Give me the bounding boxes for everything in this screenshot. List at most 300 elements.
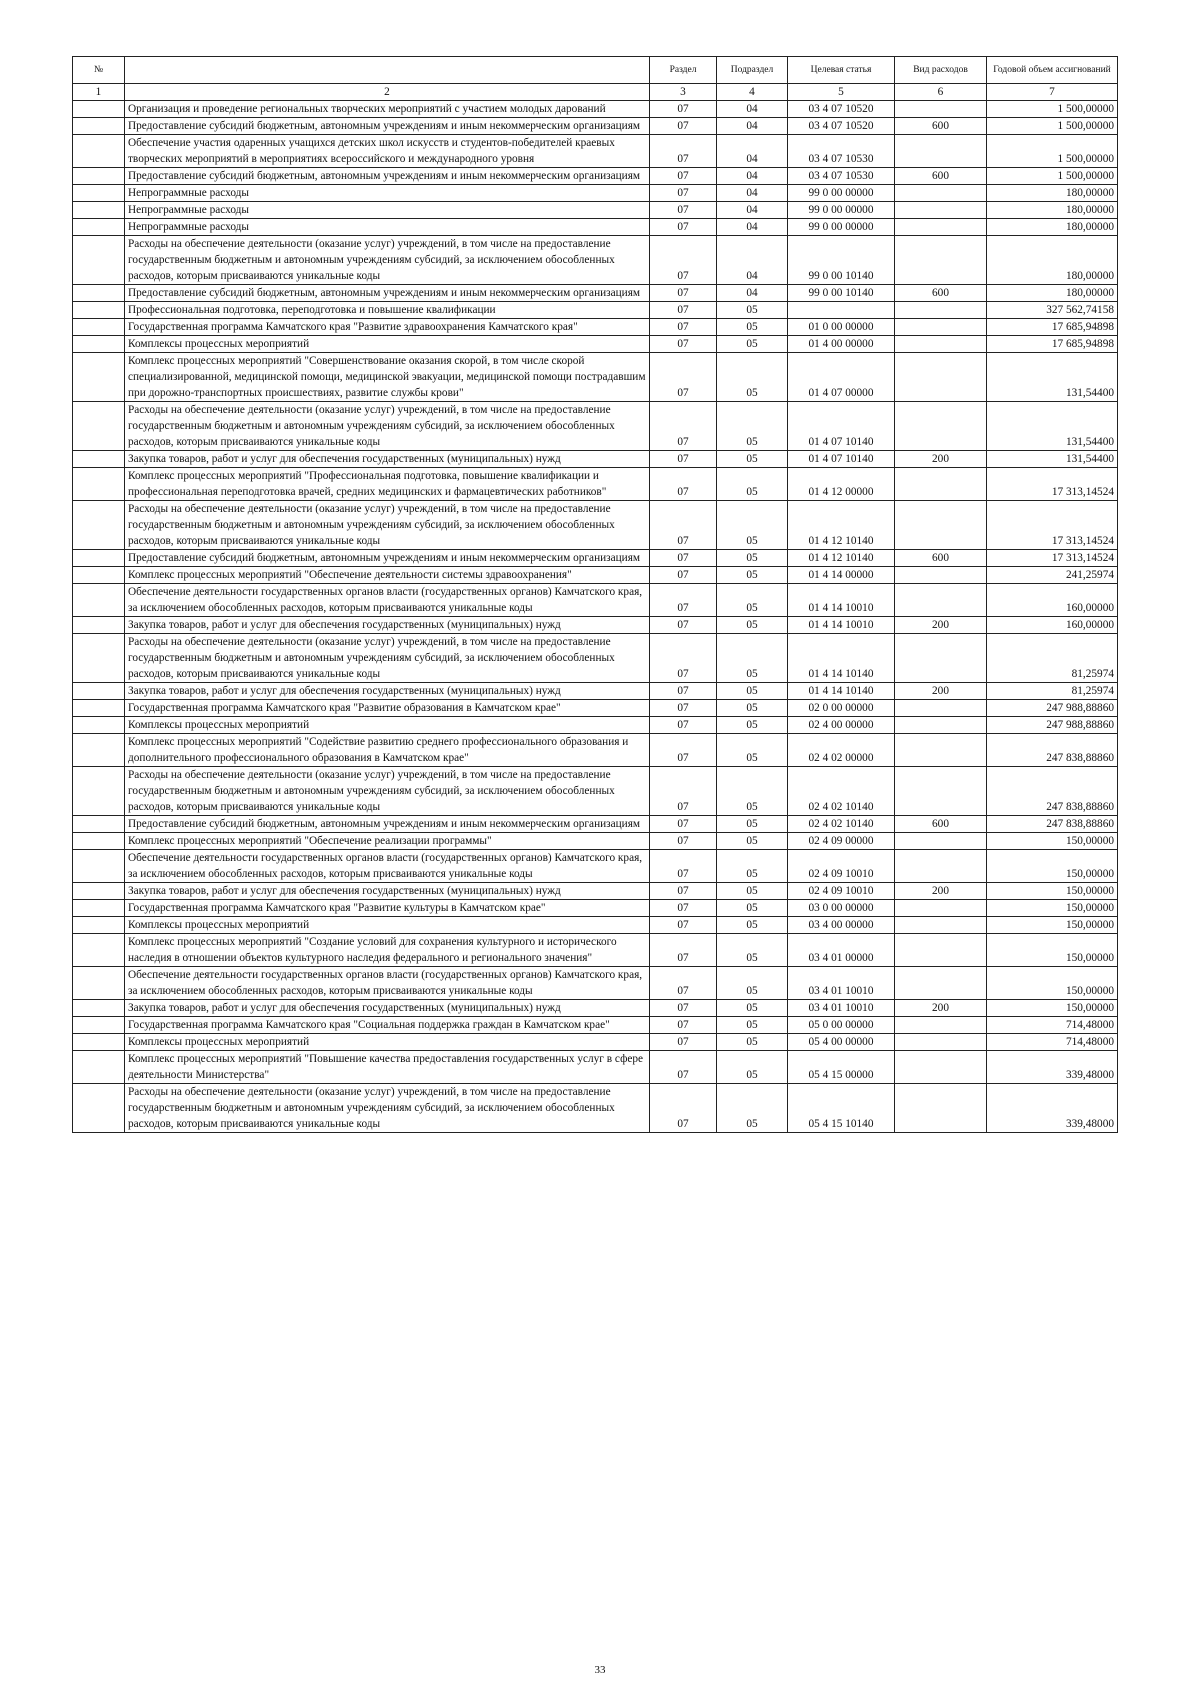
row-number-cell	[73, 734, 125, 767]
row-podrazdel-cell: 04	[717, 168, 788, 185]
row-number-cell	[73, 934, 125, 967]
table-row	[73, 883, 1118, 900]
row-expense-type-cell: 200	[895, 1000, 987, 1017]
row-number-cell	[73, 1017, 125, 1034]
column-number: 5	[788, 84, 895, 101]
row-expense-type-cell	[895, 584, 987, 617]
row-podrazdel-cell: 05	[717, 336, 788, 353]
row-razdel-cell: 07	[650, 816, 717, 833]
row-number-cell	[73, 717, 125, 734]
table-row	[73, 717, 1118, 734]
row-name-cell: Расходы на обеспечение деятельности (оказание услуг) учреждений, в том числе на предоставление государственным бюджетным и автономным учреждениям субсидий, за исключением обособленных расходов, которым присваиваются уникальные коды	[125, 634, 650, 683]
row-number-cell	[73, 883, 125, 900]
row-podrazdel-cell: 05	[717, 850, 788, 883]
row-name-cell: Закупка товаров, работ и услуг для обеспечения государственных (муниципальных) нужд	[125, 1000, 650, 1017]
row-expense-type-cell	[895, 1034, 987, 1051]
row-podrazdel-cell: 05	[717, 353, 788, 402]
row-razdel-cell: 07	[650, 683, 717, 700]
row-number-cell	[73, 700, 125, 717]
row-number-cell	[73, 1000, 125, 1017]
row-expense-type-cell	[895, 850, 987, 883]
row-razdel-cell: 07	[650, 353, 717, 402]
row-razdel-cell: 07	[650, 634, 717, 683]
row-razdel-cell: 07	[650, 717, 717, 734]
table-row	[73, 302, 1118, 319]
table-row	[73, 402, 1118, 451]
table-row	[73, 567, 1118, 584]
row-target-article-cell: 01 4 12 10140	[788, 501, 895, 550]
table-row	[73, 550, 1118, 567]
row-podrazdel-cell: 04	[717, 101, 788, 118]
row-podrazdel-cell: 05	[717, 1084, 788, 1133]
row-number-cell	[73, 302, 125, 319]
row-target-article-cell: 03 4 00 00000	[788, 917, 895, 934]
row-amount-cell: 180,00000	[987, 285, 1118, 302]
row-target-article-cell: 05 4 00 00000	[788, 1034, 895, 1051]
row-amount-cell: 17 685,94898	[987, 319, 1118, 336]
row-target-article-cell: 05 4 15 10140	[788, 1084, 895, 1133]
row-expense-type-cell: 600	[895, 816, 987, 833]
row-name-cell: Обеспечение деятельности государственных органов власти (государственных органов) Камчатского края, за исключением обособленных расходов, которым присваиваются уникальные коды	[125, 850, 650, 883]
row-number-cell	[73, 202, 125, 219]
row-amount-cell: 714,48000	[987, 1034, 1118, 1051]
row-target-article-cell: 01 4 00 00000	[788, 336, 895, 353]
row-name-cell: Расходы на обеспечение деятельности (оказание услуг) учреждений, в том числе на предоставление государственным бюджетным и автономным учреждениям субсидий, за исключением обособленных расходов, которым присваиваются уникальные коды	[125, 1084, 650, 1133]
row-razdel-cell: 07	[650, 168, 717, 185]
table-row	[73, 353, 1118, 402]
row-podrazdel-cell: 05	[717, 734, 788, 767]
row-expense-type-cell: 200	[895, 683, 987, 700]
row-amount-cell: 131,54400	[987, 402, 1118, 451]
table-row	[73, 168, 1118, 185]
header-name	[125, 57, 650, 84]
row-target-article-cell	[788, 302, 895, 319]
row-number-cell	[73, 501, 125, 550]
row-name-cell: Непрограммные расходы	[125, 219, 650, 236]
row-amount-cell: 180,00000	[987, 236, 1118, 285]
row-name-cell: Комплексы процессных мероприятий	[125, 917, 650, 934]
row-razdel-cell: 07	[650, 285, 717, 302]
row-number-cell	[73, 1051, 125, 1084]
row-name-cell: Государственная программа Камчатского края "Развитие здравоохранения Камчатского края"	[125, 319, 650, 336]
row-name-cell: Предоставление субсидий бюджетным, автономным учреждениям и иным некоммерческим организациям	[125, 550, 650, 567]
row-name-cell: Расходы на обеспечение деятельности (оказание услуг) учреждений, в том числе на предоставление государственным бюджетным и автономным учреждениям субсидий, за исключением обособленных расходов, которым присваиваются уникальные коды	[125, 236, 650, 285]
row-number-cell	[73, 451, 125, 468]
row-podrazdel-cell: 04	[717, 185, 788, 202]
row-number-cell	[73, 353, 125, 402]
row-expense-type-cell: 200	[895, 451, 987, 468]
row-razdel-cell: 07	[650, 202, 717, 219]
row-target-article-cell: 02 4 09 10010	[788, 850, 895, 883]
row-podrazdel-cell: 05	[717, 683, 788, 700]
row-target-article-cell: 01 4 14 10140	[788, 634, 895, 683]
row-podrazdel-cell: 05	[717, 900, 788, 917]
row-razdel-cell: 07	[650, 302, 717, 319]
row-razdel-cell: 07	[650, 833, 717, 850]
table-row	[73, 101, 1118, 118]
row-razdel-cell: 07	[650, 883, 717, 900]
row-amount-cell: 81,25974	[987, 683, 1118, 700]
row-razdel-cell: 07	[650, 185, 717, 202]
row-target-article-cell: 02 4 09 00000	[788, 833, 895, 850]
row-amount-cell: 247 838,88860	[987, 767, 1118, 816]
row-razdel-cell: 07	[650, 219, 717, 236]
row-number-cell	[73, 118, 125, 135]
row-number-cell	[73, 767, 125, 816]
row-podrazdel-cell: 05	[717, 584, 788, 617]
table-row	[73, 336, 1118, 353]
table-row	[73, 219, 1118, 236]
row-amount-cell: 1 500,00000	[987, 135, 1118, 168]
row-expense-type-cell	[895, 236, 987, 285]
row-name-cell: Обеспечение деятельности государственных органов власти (государственных органов) Камчатского края, за исключением обособленных расходов, которым присваиваются уникальные коды	[125, 967, 650, 1000]
row-name-cell: Предоставление субсидий бюджетным, автономным учреждениям и иным некоммерческим организациям	[125, 816, 650, 833]
table-row	[73, 319, 1118, 336]
row-amount-cell: 17 313,14524	[987, 501, 1118, 550]
table-body	[73, 101, 1118, 1133]
row-number-cell	[73, 634, 125, 683]
row-number-cell	[73, 967, 125, 1000]
row-expense-type-cell	[895, 468, 987, 501]
row-expense-type-cell: 200	[895, 883, 987, 900]
row-name-cell: Закупка товаров, работ и услуг для обеспечения государственных (муниципальных) нужд	[125, 683, 650, 700]
row-podrazdel-cell: 05	[717, 451, 788, 468]
row-number-cell	[73, 336, 125, 353]
table-row	[73, 634, 1118, 683]
row-target-article-cell: 03 4 01 10010	[788, 1000, 895, 1017]
row-name-cell: Расходы на обеспечение деятельности (оказание услуг) учреждений, в том числе на предоставление государственным бюджетным и автономным учреждениям субсидий, за исключением обособленных расходов, которым присваиваются уникальные коды	[125, 767, 650, 816]
row-name-cell: Комплексы процессных мероприятий	[125, 336, 650, 353]
row-podrazdel-cell: 04	[717, 202, 788, 219]
table-row	[73, 967, 1118, 1000]
row-name-cell: Профессиональная подготовка, переподготовка и повышение квалификации	[125, 302, 650, 319]
budget-table	[72, 56, 1118, 1133]
row-razdel-cell: 07	[650, 402, 717, 451]
row-podrazdel-cell: 05	[717, 934, 788, 967]
row-number-cell	[73, 101, 125, 118]
row-name-cell: Государственная программа Камчатского края "Развитие культуры в Камчатском крае"	[125, 900, 650, 917]
row-target-article-cell: 03 4 01 10010	[788, 967, 895, 1000]
row-name-cell: Организация и проведение региональных творческих мероприятий с участием молодых дарований	[125, 101, 650, 118]
table-row	[73, 1034, 1118, 1051]
row-number-cell	[73, 319, 125, 336]
row-number-cell	[73, 617, 125, 634]
table-row	[73, 1084, 1118, 1133]
row-amount-cell: 150,00000	[987, 900, 1118, 917]
table-row	[73, 135, 1118, 168]
row-target-article-cell: 99 0 00 10140	[788, 285, 895, 302]
row-number-cell	[73, 683, 125, 700]
row-target-article-cell: 99 0 00 00000	[788, 185, 895, 202]
row-amount-cell: 150,00000	[987, 917, 1118, 934]
row-amount-cell: 81,25974	[987, 634, 1118, 683]
row-number-cell	[73, 135, 125, 168]
row-razdel-cell: 07	[650, 1084, 717, 1133]
row-amount-cell: 241,25974	[987, 567, 1118, 584]
row-expense-type-cell	[895, 967, 987, 1000]
row-podrazdel-cell: 05	[717, 967, 788, 1000]
row-podrazdel-cell: 05	[717, 1017, 788, 1034]
column-number: 2	[125, 84, 650, 101]
table-row	[73, 900, 1118, 917]
row-amount-cell: 131,54400	[987, 451, 1118, 468]
row-target-article-cell: 03 4 07 10520	[788, 118, 895, 135]
column-number: 6	[895, 84, 987, 101]
row-name-cell: Расходы на обеспечение деятельности (оказание услуг) учреждений, в том числе на предоставление государственным бюджетным и автономным учреждениям субсидий, за исключением обособленных расходов, которым присваиваются уникальные коды	[125, 501, 650, 550]
row-number-cell	[73, 468, 125, 501]
row-podrazdel-cell: 05	[717, 816, 788, 833]
row-number-cell	[73, 550, 125, 567]
row-amount-cell: 1 500,00000	[987, 118, 1118, 135]
row-expense-type-cell: 200	[895, 617, 987, 634]
row-name-cell: Предоставление субсидий бюджетным, автономным учреждениям и иным некоммерческим организациям	[125, 168, 650, 185]
row-amount-cell: 180,00000	[987, 185, 1118, 202]
table-row	[73, 934, 1118, 967]
row-razdel-cell: 07	[650, 468, 717, 501]
column-number: 7	[987, 84, 1118, 101]
table-row	[73, 850, 1118, 883]
row-target-article-cell: 02 4 09 10010	[788, 883, 895, 900]
row-expense-type-cell	[895, 501, 987, 550]
row-expense-type-cell	[895, 101, 987, 118]
row-number-cell	[73, 850, 125, 883]
row-amount-cell: 131,54400	[987, 353, 1118, 402]
row-podrazdel-cell: 04	[717, 236, 788, 285]
row-expense-type-cell	[895, 1084, 987, 1133]
row-name-cell: Закупка товаров, работ и услуг для обеспечения государственных (муниципальных) нужд	[125, 617, 650, 634]
row-target-article-cell: 02 0 00 00000	[788, 700, 895, 717]
row-number-cell	[73, 285, 125, 302]
row-razdel-cell: 07	[650, 319, 717, 336]
row-name-cell: Государственная программа Камчатского края "Развитие образования в Камчатском крае"	[125, 700, 650, 717]
row-name-cell: Государственная программа Камчатского края "Социальная поддержка граждан в Камчатском крае"	[125, 1017, 650, 1034]
row-amount-cell: 247 838,88860	[987, 734, 1118, 767]
table-row	[73, 700, 1118, 717]
row-name-cell: Комплекс процессных мероприятий "Профессиональная подготовка, повышение квалификации и профессиональная переподготовка врачей, средних медицинских и фармацевтических работников"	[125, 468, 650, 501]
row-podrazdel-cell: 05	[717, 634, 788, 683]
row-podrazdel-cell: 05	[717, 617, 788, 634]
row-target-article-cell: 02 4 02 00000	[788, 734, 895, 767]
row-target-article-cell: 03 4 07 10520	[788, 101, 895, 118]
table-row	[73, 767, 1118, 816]
row-razdel-cell: 07	[650, 1034, 717, 1051]
row-amount-cell: 17 313,14524	[987, 550, 1118, 567]
row-number-cell	[73, 917, 125, 934]
row-podrazdel-cell: 05	[717, 767, 788, 816]
row-expense-type-cell	[895, 1017, 987, 1034]
header-expense-type: Вид расходов	[895, 57, 987, 84]
row-podrazdel-cell: 05	[717, 917, 788, 934]
row-amount-cell: 247 988,88860	[987, 717, 1118, 734]
row-expense-type-cell	[895, 767, 987, 816]
row-podrazdel-cell: 05	[717, 402, 788, 451]
row-number-cell	[73, 185, 125, 202]
table-row	[73, 734, 1118, 767]
column-number-row	[73, 84, 1118, 101]
row-amount-cell: 150,00000	[987, 934, 1118, 967]
row-razdel-cell: 07	[650, 617, 717, 634]
row-expense-type-cell	[895, 185, 987, 202]
table-row	[73, 236, 1118, 285]
table-row	[73, 501, 1118, 550]
row-podrazdel-cell: 05	[717, 302, 788, 319]
row-name-cell: Обеспечение участия одаренных учащихся детских школ искусств и студентов-победителей краевых творческих мероприятий в мероприятиях всероссийского и международного уровня	[125, 135, 650, 168]
header-row	[73, 57, 1118, 84]
row-razdel-cell: 07	[650, 118, 717, 135]
page-number: 33	[594, 1664, 606, 1676]
table-row	[73, 1000, 1118, 1017]
row-expense-type-cell	[895, 700, 987, 717]
row-expense-type-cell	[895, 353, 987, 402]
row-razdel-cell: 07	[650, 967, 717, 1000]
row-number-cell	[73, 567, 125, 584]
header-annual-amount: Годовой объем ассигнований	[987, 57, 1118, 84]
table-row	[73, 118, 1118, 135]
row-target-article-cell: 01 4 14 00000	[788, 567, 895, 584]
row-target-article-cell: 03 4 07 10530	[788, 135, 895, 168]
header-number: №	[73, 57, 125, 84]
row-amount-cell: 327 562,74158	[987, 302, 1118, 319]
row-name-cell: Комплексы процессных мероприятий	[125, 717, 650, 734]
row-podrazdel-cell: 04	[717, 285, 788, 302]
row-name-cell: Предоставление субсидий бюджетным, автономным учреждениям и иным некоммерческим организациям	[125, 118, 650, 135]
row-target-article-cell: 01 4 12 00000	[788, 468, 895, 501]
row-target-article-cell: 02 4 02 10140	[788, 767, 895, 816]
column-number: 1	[73, 84, 125, 101]
row-name-cell: Предоставление субсидий бюджетным, автономным учреждениям и иным некоммерческим организациям	[125, 285, 650, 302]
table-row	[73, 1017, 1118, 1034]
row-expense-type-cell: 600	[895, 118, 987, 135]
table-row	[73, 1051, 1118, 1084]
row-expense-type-cell: 600	[895, 550, 987, 567]
row-podrazdel-cell: 05	[717, 833, 788, 850]
row-target-article-cell: 05 4 15 00000	[788, 1051, 895, 1084]
row-razdel-cell: 07	[650, 584, 717, 617]
row-razdel-cell: 07	[650, 336, 717, 353]
row-razdel-cell: 07	[650, 1000, 717, 1017]
header-razdel: Раздел	[650, 57, 717, 84]
row-podrazdel-cell: 05	[717, 501, 788, 550]
row-amount-cell: 339,48000	[987, 1084, 1118, 1133]
row-razdel-cell: 07	[650, 767, 717, 816]
header-podrazdel: Подраздел	[717, 57, 788, 84]
row-podrazdel-cell: 05	[717, 319, 788, 336]
table-row	[73, 285, 1118, 302]
row-amount-cell: 150,00000	[987, 850, 1118, 883]
table-row	[73, 451, 1118, 468]
row-amount-cell: 150,00000	[987, 883, 1118, 900]
row-razdel-cell: 07	[650, 900, 717, 917]
row-razdel-cell: 07	[650, 135, 717, 168]
row-expense-type-cell	[895, 336, 987, 353]
row-target-article-cell: 99 0 00 10140	[788, 236, 895, 285]
row-name-cell: Комплексы процессных мероприятий	[125, 1034, 650, 1051]
row-target-article-cell: 03 4 07 10530	[788, 168, 895, 185]
table-row	[73, 185, 1118, 202]
row-amount-cell: 180,00000	[987, 202, 1118, 219]
row-expense-type-cell	[895, 917, 987, 934]
row-expense-type-cell	[895, 900, 987, 917]
row-expense-type-cell	[895, 833, 987, 850]
row-razdel-cell: 07	[650, 550, 717, 567]
column-number: 3	[650, 84, 717, 101]
row-target-article-cell: 03 0 00 00000	[788, 900, 895, 917]
row-target-article-cell: 01 4 14 10140	[788, 683, 895, 700]
row-name-cell: Комплекс процессных мероприятий "Совершенствование оказания скорой, в том числе скорой специализированной, медицинской помощи, медицинской эвакуации, медицинской помощи пострадавшим при дорожно-транспортных происшествиях, развитие службы крови"	[125, 353, 650, 402]
row-number-cell	[73, 219, 125, 236]
row-name-cell: Закупка товаров, работ и услуг для обеспечения государственных (муниципальных) нужд	[125, 883, 650, 900]
row-number-cell	[73, 584, 125, 617]
row-razdel-cell: 07	[650, 451, 717, 468]
row-amount-cell: 247 838,88860	[987, 816, 1118, 833]
row-name-cell: Комплекс процессных мероприятий "Создание условий для сохранения культурного и исторического наследия в отношении объектов культурного наследия федерального и регионального значения"	[125, 934, 650, 967]
row-amount-cell: 339,48000	[987, 1051, 1118, 1084]
row-podrazdel-cell: 05	[717, 717, 788, 734]
row-amount-cell: 160,00000	[987, 584, 1118, 617]
row-podrazdel-cell: 05	[717, 550, 788, 567]
row-target-article-cell: 01 4 12 10140	[788, 550, 895, 567]
row-podrazdel-cell: 04	[717, 219, 788, 236]
row-expense-type-cell	[895, 567, 987, 584]
row-target-article-cell: 99 0 00 00000	[788, 219, 895, 236]
row-name-cell: Закупка товаров, работ и услуг для обеспечения государственных (муниципальных) нужд	[125, 451, 650, 468]
row-podrazdel-cell: 05	[717, 468, 788, 501]
row-number-cell	[73, 900, 125, 917]
row-number-cell	[73, 402, 125, 451]
table-row	[73, 617, 1118, 634]
row-target-article-cell: 01 4 07 10140	[788, 402, 895, 451]
row-podrazdel-cell: 05	[717, 700, 788, 717]
row-expense-type-cell	[895, 302, 987, 319]
row-name-cell: Комплекс процессных мероприятий "Обеспечение реализации программы"	[125, 833, 650, 850]
table-row	[73, 584, 1118, 617]
row-razdel-cell: 07	[650, 501, 717, 550]
row-expense-type-cell	[895, 319, 987, 336]
row-target-article-cell: 05 0 00 00000	[788, 1017, 895, 1034]
row-expense-type-cell	[895, 202, 987, 219]
row-name-cell: Обеспечение деятельности государственных органов власти (государственных органов) Камчатского края, за исключением обособленных расходов, которым присваиваются уникальные коды	[125, 584, 650, 617]
row-number-cell	[73, 833, 125, 850]
table-row	[73, 917, 1118, 934]
row-podrazdel-cell: 04	[717, 118, 788, 135]
row-razdel-cell: 07	[650, 850, 717, 883]
row-razdel-cell: 07	[650, 236, 717, 285]
row-razdel-cell: 07	[650, 934, 717, 967]
row-number-cell	[73, 1084, 125, 1133]
row-name-cell: Комплекс процессных мероприятий "Обеспечение деятельности системы здравоохранения"	[125, 567, 650, 584]
table-row	[73, 816, 1118, 833]
row-target-article-cell: 99 0 00 00000	[788, 202, 895, 219]
row-name-cell: Расходы на обеспечение деятельности (оказание услуг) учреждений, в том числе на предоставление государственным бюджетным и автономным учреждениям субсидий, за исключением обособленных расходов, которым присваиваются уникальные коды	[125, 402, 650, 451]
row-expense-type-cell: 600	[895, 285, 987, 302]
row-amount-cell: 714,48000	[987, 1017, 1118, 1034]
row-expense-type-cell	[895, 135, 987, 168]
row-target-article-cell: 01 4 07 00000	[788, 353, 895, 402]
row-amount-cell: 17 685,94898	[987, 336, 1118, 353]
table-row	[73, 833, 1118, 850]
row-amount-cell: 247 988,88860	[987, 700, 1118, 717]
row-expense-type-cell	[895, 734, 987, 767]
row-razdel-cell: 07	[650, 734, 717, 767]
row-target-article-cell: 01 4 14 10010	[788, 617, 895, 634]
table-row	[73, 202, 1118, 219]
row-expense-type-cell	[895, 1051, 987, 1084]
table-row	[73, 683, 1118, 700]
column-number: 4	[717, 84, 788, 101]
row-amount-cell: 1 500,00000	[987, 168, 1118, 185]
row-expense-type-cell	[895, 402, 987, 451]
row-podrazdel-cell: 05	[717, 1000, 788, 1017]
